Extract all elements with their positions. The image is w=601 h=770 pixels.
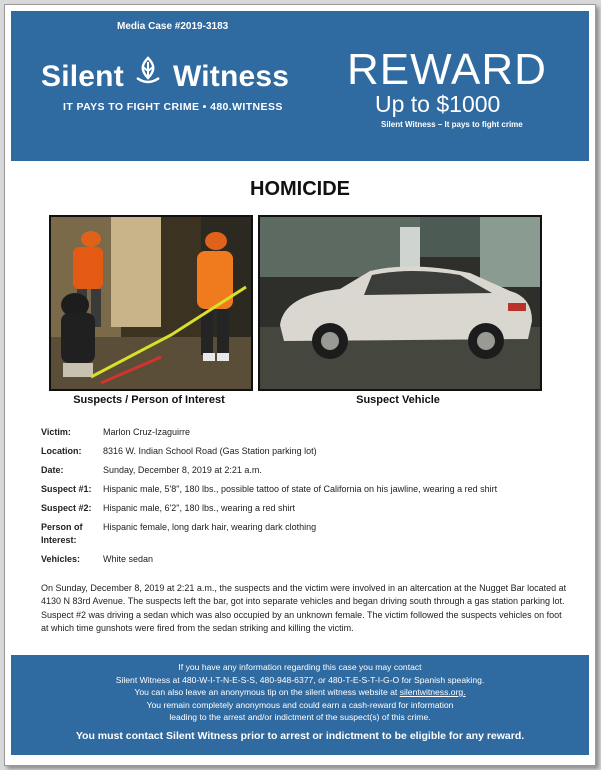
footer-line-4: You remain completely anonymous and could earn a cash-reward for information [146,699,454,710]
detail-label: Person of Interest: [41,522,83,545]
footer-banner [11,655,589,755]
detail-suspect-1 [41,483,581,496]
detail-value: 8316 W. Indian School Road (Gas Station parking lot) [103,446,317,456]
detail-value: Marlon Cruz-Izaguirre [103,427,191,437]
case-narrative: On Sunday, December 8, 2019 at 2:21 a.m., the suspects and the victim were involved in an altercation at the Nugget Bar located at 4130 N 83rd Avenue. The suspects left the bar, got into separate vehicles and began driving south through a gas station parking lot. Suspect #2 was driving a sedan which was also occupied by an unknown female. The victim followed the suspects vehicles on foot at which time gunshots were fired from the sedan striking and killing the victim. [41,583,567,633]
reward-subtitle: Silent Witness – It pays to fight crime [381,120,523,129]
flyer-sheet [4,4,596,766]
footer-line-5: leading to the arrest and/or indictment of the suspect(s) of this crime. [169,712,431,722]
case-number: Media Case #2019-3183 [117,21,229,32]
header-banner [11,11,589,161]
detail-label: Location: [41,446,82,456]
detail-person-of-interest [41,521,581,547]
footer-line-3-text: You can also leave an anonymous tip on the silent witness website at [134,687,398,697]
detail-value: Hispanic female, long dark hair, wearing dark clothing [103,522,317,532]
case-details [41,426,581,572]
crime-title: HOMICIDE [250,178,350,200]
detail-label: Victim: [41,427,71,437]
detail-value: White sedan [103,554,154,564]
suspects-caption: Suspects / Person of Interest [73,394,225,406]
website-link[interactable]: silentwitness.org. [399,687,466,697]
brand-right: Witness [172,59,290,93]
detail-label: Suspect #2: [41,503,92,513]
footer-final-notice: You must contact Silent Witness prior to arrest or indictment to be eligible for any reward. [75,729,525,742]
detail-victim [41,426,581,439]
footer-line-3 [11,686,589,699]
detail-date [41,464,581,477]
detail-value: Sunday, December 8, 2019 at 2:21 a.m. [103,465,262,475]
detail-label: Date: [41,465,64,475]
footer-line-1: If you have any information regarding this case you may contact [178,662,422,672]
reward-amount: Up to $1000 [375,91,501,117]
detail-value: Hispanic male, 6'2", 180 lbs., wearing a red shirt [103,503,296,513]
reward-title: REWARD [347,45,547,94]
detail-label: Suspect #1: [41,484,92,494]
eye-leaf-icon [134,56,162,94]
vehicle-caption: Suspect Vehicle [356,394,440,406]
detail-vehicles [41,553,581,566]
suspects-photo [49,215,253,391]
detail-suspect-2 [41,502,581,515]
detail-label: Vehicles: [41,554,81,564]
detail-location [41,445,581,458]
brand-logo [41,59,289,97]
detail-value: Hispanic male, 5'8", 180 lbs., possible tattoo of state of California on his jawline, wearing a red shirt [103,484,498,494]
vehicle-photo [258,215,542,391]
tagline: IT PAYS TO FIGHT CRIME • 480.WITNESS [63,101,283,113]
footer-line-2: Silent Witness at 480-W-I-T-N-E-S-S, 480-948-6377, or 480-T-E-S-T-I-G-O for Spanish speaking. [115,674,485,685]
brand-left: Silent [41,59,124,93]
